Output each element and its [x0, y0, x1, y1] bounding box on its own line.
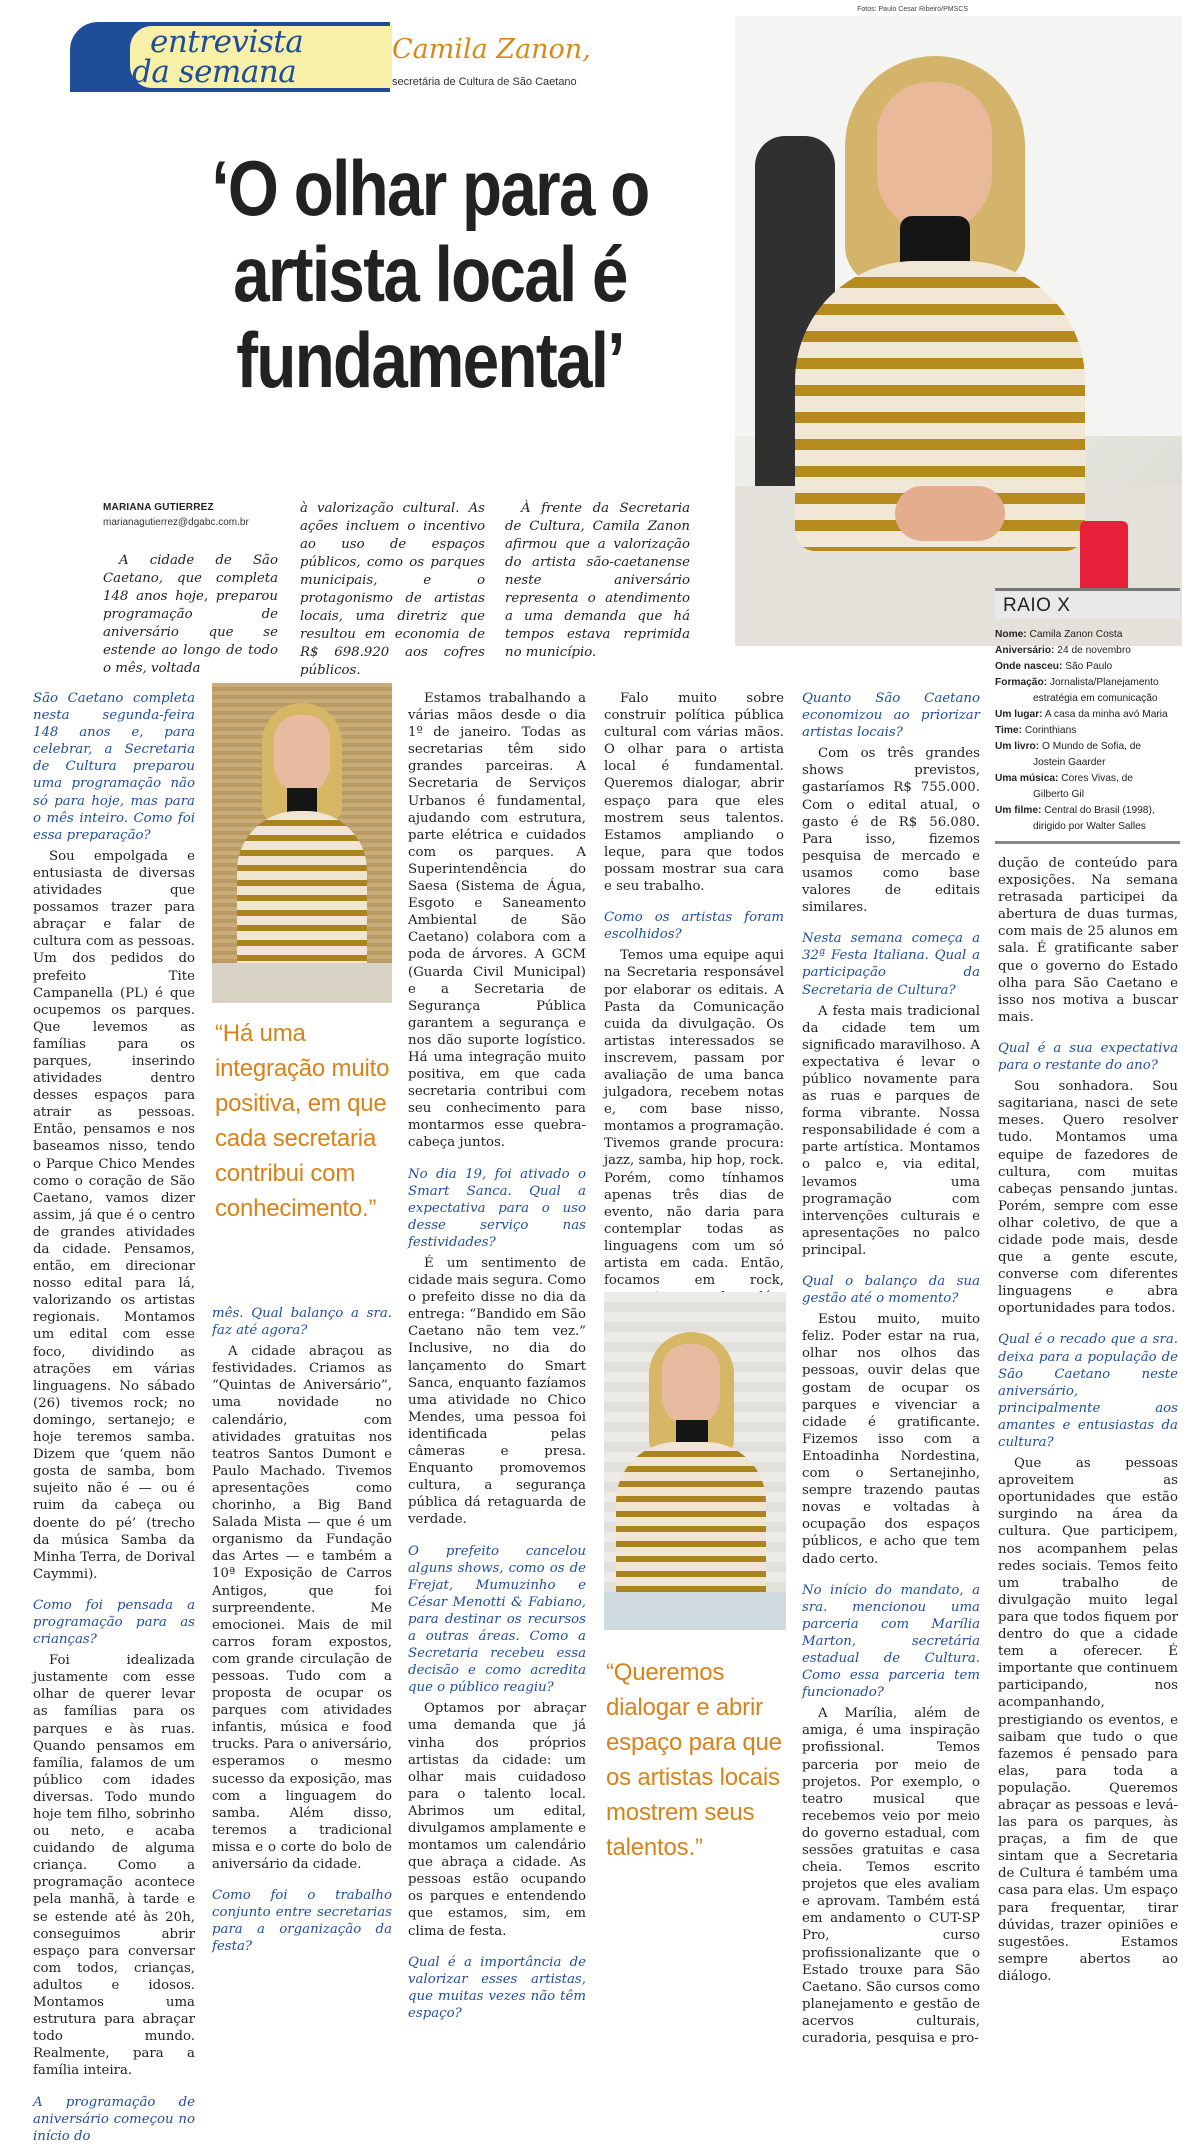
raio-x-value-continued: Jostein Gaarder: [1033, 757, 1106, 768]
body-column-4: [604, 690, 784, 1323]
intro-column-1: A cidade de São Caetano, que completa 148 anos hoje, preparou programação de aniversário que se estende ao longo de todo o mês, voltada: [103, 553, 278, 676]
raio-x-value: Central do Brasil (1998),: [1041, 805, 1155, 816]
raio-x-label: Uma música:: [995, 773, 1059, 784]
interview-question: No início do mandato, a sra. mencionou uma parceria com Marília Marton, secretária estadual de Cultura. Como essa parceria tem funcionado?: [802, 1582, 980, 1701]
interview-question: Como foi pensada a programação para as crianças?: [33, 1597, 195, 1648]
interview-question: Como os artistas foram escolhidos?: [604, 910, 784, 943]
interview-answer: A Marília, além de amiga, é uma inspiração profissional. Temos parceria por meio de projetos. Por exemplo, o teatro musical que recebemos veio por meio do governo estadual, com sessões gratuitas e casa cheia. Temos escrito projetos que eles avaliam e aprovam. Também está em andamento o CUT-SP Pro, curso profissionalizante que o Estado trouxe para São Caetano. São cursos como planejamento e gestão de acervos culturais, curadoria, pesquisa e pro-: [802, 1706, 980, 2047]
interview-question: São Caetano completa nesta segunda-feira 148 anos e, para celebrar, a Secretaria de Cultura preparou uma programação não só para hoje, mas para o mês inteiro. Como foi essa preparação?: [33, 691, 195, 843]
interview-question: Qual é o recado que a sra. deixa para a população de São Caetano neste aniversário, principalmente aos amantes e entusiastas da cultura?: [998, 1332, 1178, 1450]
raio-x-label: Formação:: [995, 677, 1048, 688]
body-column-2: [212, 1305, 392, 1959]
raio-x-row: [995, 739, 1180, 771]
interviewee-name: Camila Zanon,: [392, 34, 591, 65]
byline-email[interactable]: marianagutierrez@dgabc.com.br: [103, 517, 249, 528]
raio-x-title: RAIO X: [995, 588, 1180, 619]
raio-x-row: [995, 723, 1180, 739]
raio-x-label: Um livro:: [995, 741, 1040, 752]
interview-answer: A festa mais tradicional da cidade tem um significado maravilhoso. A expectativa é levar o público novamente para as ruas e parques de forma vibrante. Nossa responsabilidade é com a parte artística. Montamos o palco e, via edital, levamos uma programação com intervenções culturais e apresentações no palco principal.: [802, 1003, 980, 1258]
raio-x-row: [995, 771, 1180, 803]
raio-x-label: Onde nasceu:: [995, 661, 1063, 672]
section-banner: [70, 22, 390, 92]
raio-x-row: [995, 643, 1180, 659]
raio-x-row: [995, 803, 1180, 835]
interview-answer: Sou sonhadora. Sou sagitariana, nasci de sete meses. Quero resolver tudo. Montamos uma equipe de fazedores de cultura, com muitas cabeças pensando juntas. Porém, sempre com esse olhar coletivo, de que a cidade pode mais, desde que a gente escute, converse com diferentes linguagens e abra oportunidades para todos.: [998, 1079, 1178, 1317]
intro-column-3: À frente da Secretaria de Cultura, Camila Zanon afirmou que a valorização do artista são-caetanense neste aniversário representa o atendimento a uma demanda que há tempos estava reprimida no município.: [505, 501, 690, 660]
section-title-line1: entrevista: [150, 24, 304, 60]
raio-x-label: Um filme:: [995, 805, 1042, 816]
body-column-5: [802, 690, 980, 2047]
interview-question: Qual é a importância de valorizar esses artistas, que muitas vezes não têm espaço?: [408, 1954, 586, 2021]
raio-x-value-continued: dirigido por Walter Salles: [1033, 821, 1146, 832]
raio-x-value-continued: Gilberto Gil: [1033, 789, 1084, 800]
raio-x-row: [995, 707, 1180, 723]
interview-answer: Foi idealizada justamente com esse olhar de querer levar as famílias para os parques e às ruas. Quando pensamos em família, falamos de um público com idades diversas. Todo mundo hoje tem filho, sobrinho ou neto, e acaba cuidando de alguma criança. Como a programação acontece pela manhã, à tarde e se estende até às 20h, conseguimos abrir espaço para conversar com todos, crianças, adultos e idosos. Montamos uma estrutura para abraçar todo mundo. Realmente, para a família inteira.: [33, 1653, 195, 2079]
raio-x-value: São Paulo: [1062, 661, 1113, 672]
interview-answer: Falo muito sobre construir política pública cultural com várias mãos. O olhar para o artista local é fundamental. Queremos dialogar, abrir espaço para que eles mostrem seus talentos. Estamos ampliando o leque, para que todos possam mostrar sua cara e seu trabalho.: [604, 691, 784, 895]
raio-x-value-continued: estratégia em comunicação: [1033, 693, 1158, 704]
interview-question: A programação de aniversário começou no início do: [33, 2094, 195, 2144]
main-photo: [735, 16, 1182, 638]
raio-x-value: Cores Vivas, de: [1058, 773, 1133, 784]
interview-answer: Que as pessoas aproveitem as oportunidades que estão surgindo na área da cultura. Que participem, nos acompanhem pelas redes sociais. Temos feito um trabalho de divulgação muito legal para que todos fiquem por dentro do que a cidade tem a oferecer. É importante que continuem participando, nos acompanhando, prestigiando os eventos, e saibam que tudo o que fazemos é pensado para elas, para toda a população. Queremos abraçar as pessoas e levá-las para os parques, às praças, a fim de que sintam que a Secretaria de Cultura é também uma casa para elas. Um espaço para frequentar, tirar dúvidas, trazer opiniões e sugestões. Estamos sempre abertos ao diálogo.: [998, 1456, 1178, 1984]
interview-question: Quanto São Caetano economizou ao priorizar artistas locais?: [802, 691, 980, 741]
interview-answer: Estamos trabalhando a várias mãos desde o dia 1º de janeiro. Todas as secretarias têm sido grandes parceiras. A Secretaria de Serviços Urbanos é fundamental, ajudando com estrutura, parte elétrica e cuidados com os parques. A Superintendência do Saesa (Sistema de Água, Esgoto e Saneamento Ambiental de São Caetano) colabora com a poda de árvores. A GCM (Guarda Civil Municipal) e a Secretaria de Segurança Pública garantem a segurança e nos dão suporte logístico. Há uma integração muito positiva, em que cada secretaria contribui com seu conhecimento para montarmos esse quebra-cabeça juntos.: [408, 691, 586, 1151]
raio-x-box: [995, 588, 1180, 844]
interview-question: No dia 19, foi ativado o Smart Sanca. Qual a expectativa para o uso desse serviço nas festividades?: [408, 1166, 586, 1250]
intro-column-2: à valorização cultural. As ações incluem o incentivo ao uso de espaços públicos, como os parques municipais, e o protagonismo de artistas locais, uma diretriz que resultou em economia de R$ 698.920 aos cofres públicos.: [300, 501, 485, 678]
raio-x-value: 24 de novembro: [1054, 645, 1131, 656]
section-title-line2: da semana: [132, 54, 297, 90]
byline-author: MARIANA GUTIERREZ: [103, 502, 214, 513]
pull-quote-1: “Há uma integração muito positiva, em que cada secretaria contribui com conhecimento.”: [215, 1020, 390, 1222]
interview-question: Nesta semana começa a 32ª Festa Italiana. Qual a participação da Secretaria de Cultura?: [802, 931, 980, 998]
pull-quote-2: “Queremos dialogar e abrir espaço para que os artistas locais mostrem seus talentos.”: [606, 1659, 782, 1861]
interview-answer: É um sentimento de cidade mais segura. Como o prefeito disse no dia da entrega: “Bandido em São Caetano não tem vez.” Inclusive, no dia do lançamento do Smart Sanca, enquanto fazíamos uma atividade no Chico Mendes, uma pessoa foi identificada pelas câmeras e presa. Enquanto promovemos cultura, a segurança pública dá retaguarda de verdade.: [408, 1256, 586, 1528]
interview-answer: Estou muito, muito feliz. Poder estar na rua, olhar nos olhos das pessoas, ouvir delas que gostam de ocupar os parques e vivenciar a cidade é gratificante. Fizemos isso com a Entoadinha Nordestina, com o Sertanejinho, sempre trazendo pautas novas e voltadas à ocupação dos espaços públicos, e acho que tem dado certo.: [802, 1312, 980, 1567]
raio-x-rows: [995, 619, 1180, 844]
body-column-6: [998, 855, 1178, 1985]
raio-x-value: Corinthians: [1022, 725, 1077, 736]
body-column-3: [408, 690, 586, 2026]
interview-answer: Temos uma equipe aqui na Secretaria responsável por elaborar os editais. A Pasta da Comunicação cuida da divulgação. Os artistas interessados se inscrevem, passam por avaliação de uma banca julgadora, recebem notas e, com base nisso, montamos a programação. Tivemos grande procura: jazz, samba, hip hop, rock. Porém, como tínhamos apenas três dias de evento, não daria para contemplar todas as linguagens com um só artista em cada. Então, focamos em rock,: [604, 948, 784, 1289]
interview-question: Qual o balanço da sua gestão até o momento?: [802, 1274, 980, 1307]
raio-x-label: Time:: [995, 725, 1022, 736]
headline: ‘O olhar para o artista local é fundamental’: [211, 144, 649, 404]
photo-small-2: [604, 1292, 786, 1630]
interview-question: mês. Qual balanço a sra. faz até agora?: [212, 1306, 392, 1339]
body-column-1: [33, 690, 195, 2149]
photo-credit: Fotos: Paulo Cesar Ribeiro/PMSCS: [857, 6, 968, 13]
interview-answer: A cidade abraçou as festividades. Criamos as “Quintas de Aniversário”, uma novidade no calendário, com atividades gratuitas nos teatros Santos Dumont e Paulo Machado. Tivemos apresentações como chorinho, a Big Band Salada Mista — que é um organismo da Fundação das Artes — e também a 10ª Exposição de Carros Antigos, que foi surpreendente. Me emocionei. Mais de mil carros foram expostos, com grande circulação de pessoas. Tudo com a proposta de ocupar os parques com atividades infantis, música e food trucks. Para o aniversário, esperamos o mesmo sucesso da exposição, mas com a linguagem do samba. Além disso, teremos a tradicional missa e o corte do bolo de aniversário da cidade.: [212, 1344, 392, 1872]
raio-x-label: Um lugar:: [995, 709, 1043, 720]
raio-x-value: Jornalista/Planejamento: [1047, 677, 1159, 688]
interview-question: Qual é a sua expectativa para o restante do ano?: [998, 1040, 1178, 1074]
raio-x-value: O Mundo de Sofia, de: [1039, 741, 1142, 752]
interview-question: Como foi o trabalho conjunto entre secretarias para a organização da festa?: [212, 1888, 392, 1955]
raio-x-row: [995, 627, 1180, 643]
interview-question: O prefeito cancelou alguns shows, como os de Frejat, Mumuzinho e César Menotti & Fabiano, para destinar os recursos a outras áreas. Como a Secretaria recebeu essa decisão e como acredita que o público reagiu?: [408, 1543, 586, 1696]
interview-answer: Optamos por abraçar uma demanda que já vinha dos próprios artistas da cidade: um olhar mais cuidadoso para o talento local. Abrimos um edital, divulgamos amplamente e montamos um calendário que abraça a cidade. As pessoas estão ocupando os parques e entendendo que estamos, sim, em clima de festa.: [408, 1701, 586, 1939]
raio-x-label: Nome:: [995, 629, 1027, 640]
photo-small-1: [212, 683, 392, 1003]
raio-x-label: Aniversário:: [995, 645, 1055, 656]
raio-x-value: A casa da minha avó Maria: [1042, 709, 1168, 720]
raio-x-value: Camila Zanon Costa: [1026, 629, 1123, 640]
raio-x-row: [995, 659, 1180, 675]
raio-x-row: [995, 675, 1180, 707]
interview-answer: Com os três grandes shows previstos, gastaríamos R$ 755.000. Com o edital atual, o gasto é de R$ 56.080. Para isso, fizemos pesquisa de mercado e usamos como base valores de editais similares.: [802, 746, 980, 916]
interviewee-role: secretária de Cultura de São Caetano: [392, 76, 577, 88]
interview-answer: dução de conteúdo para exposições. Na semana retrasada participei da abertura de duas turmas, com mais de 25 alunos em sala. É gratificante saber que o governo do Estado olha para São Caetano e isso nos motiva a buscar mais.: [998, 856, 1178, 1025]
interview-answer: Sou empolgada e entusiasta de diversas atividades que possamos trazer para abraçar e falar de cultura com as pessoas. Um dos pedidos do prefeito Tite Campanella (PL) é que ocupemos os parques. Que levemos as famílias para os parques, inserindo atividades dentro desses espaços para atrair as pessoas. Então, pensamos e nos baseamos nisso, tendo o Parque Chico Mendes como o coração de São Caetano, vamos dizer assim, já que é o centro de grandes atividades da cidade. Pensamos, então, em direcionar nosso edital para lá, valorizando os artistas regionais. Montamos um edital com esse foco, dividindo as atrações em várias linguagens. No sábado (26) tivemos rock; no domingo, sertanejo; e hoje teremos samba. Dizem que ‘quem não gosta de samba, bom sujeito não é — ou é ruim da cabeça ou doente do pé’ (trecho da música Samba da Minha Terra, de Dorival Caymmi).: [33, 848, 195, 1582]
